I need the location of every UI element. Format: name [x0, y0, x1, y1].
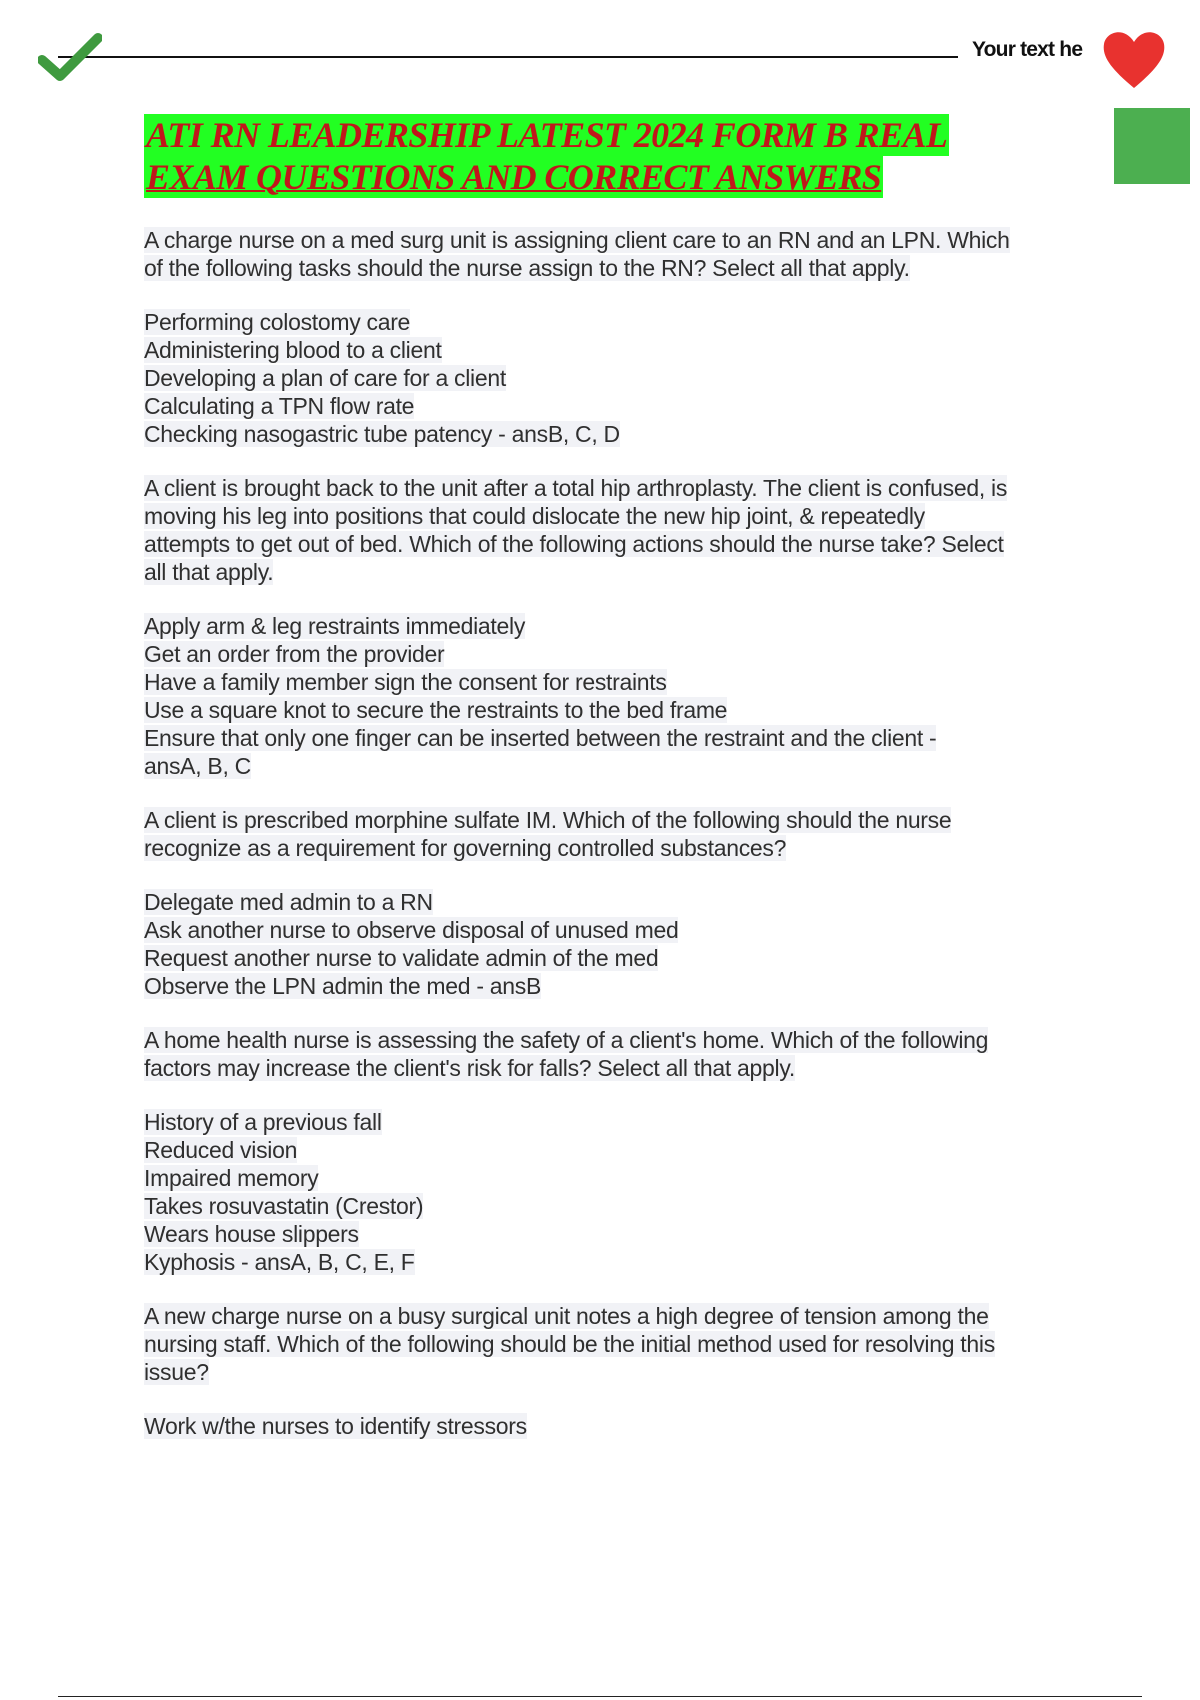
answer-option	[144, 612, 1094, 640]
header-text: Your text he	[972, 38, 1083, 61]
question-stem	[144, 226, 1094, 282]
answer-option-text: Work w/the nurses to identify stressors	[144, 1413, 527, 1439]
answer-options	[144, 1108, 1094, 1276]
question-stem-text: nursing staff. Which of the following should be the initial method used for resolving this	[144, 1331, 995, 1357]
question-stem	[144, 1026, 1094, 1082]
answer-option	[144, 752, 1094, 780]
answer-option-text: Kyphosis - ansA, B, C, E, F	[144, 1249, 415, 1275]
answer-option-text: Have a family member sign the consent for restraints	[144, 669, 667, 695]
answer-option	[144, 1192, 1094, 1220]
answer-option-text: Takes rosuvastatin (Crestor)	[144, 1193, 424, 1219]
answer-option-text: Developing a plan of care for a client	[144, 365, 506, 391]
answer-option	[144, 972, 1094, 1000]
document-title	[144, 114, 1044, 198]
question-stem-line	[144, 1054, 1094, 1082]
answer-option	[144, 668, 1094, 696]
answer-option	[144, 420, 1094, 448]
question-stem-line	[144, 474, 1094, 502]
answer-option-text: Ask another nurse to observe disposal of unused med	[144, 917, 679, 943]
question-stem-line	[144, 1358, 1094, 1386]
question-stem-text: factors may increase the client's risk for falls? Select all that apply.	[144, 1055, 795, 1081]
answer-option	[144, 1220, 1094, 1248]
answer-option	[144, 364, 1094, 392]
answer-option-text: Get an order from the provider	[144, 641, 445, 667]
answer-options	[144, 1412, 1094, 1440]
question-stem-text: A charge nurse on a med surg unit is assigning client care to an RN and an LPN. Which	[144, 227, 1010, 253]
answer-option	[144, 888, 1094, 916]
question-stem-text: moving his leg into positions that could dislocate the new hip joint, & repeatedly	[144, 503, 925, 529]
question-stem-text: A home health nurse is assessing the safety of a client's home. Which of the following	[144, 1027, 989, 1053]
answer-option-text: Checking nasogastric tube patency - ansB, C, D	[144, 421, 620, 447]
question-stem-text: A new charge nurse on a busy surgical unit notes a high degree of tension among the	[144, 1303, 989, 1329]
answer-option	[144, 944, 1094, 972]
answer-option-text: Wears house slippers	[144, 1221, 359, 1247]
question-stem-text: A client is brought back to the unit after a total hip arthroplasty. The client is confused, is	[144, 475, 1008, 501]
question-stem	[144, 806, 1094, 862]
green-square-decoration	[1114, 108, 1190, 184]
question-list	[144, 226, 1094, 1466]
answer-option	[144, 308, 1094, 336]
answer-option	[144, 1108, 1094, 1136]
question-stem	[144, 474, 1094, 586]
question-stem-line	[144, 226, 1094, 254]
answer-option-text: ansA, B, C	[144, 753, 251, 779]
answer-option-text: Reduced vision	[144, 1137, 298, 1163]
answer-options	[144, 612, 1094, 780]
answer-option-text: History of a previous fall	[144, 1109, 382, 1135]
answer-option-text: Performing colostomy care	[144, 309, 411, 335]
checkmark-icon	[38, 30, 102, 84]
answer-option-text: Calculating a TPN flow rate	[144, 393, 415, 419]
answer-option-text: Ensure that only one finger can be inserted between the restraint and the client -	[144, 725, 937, 751]
header-rule	[58, 56, 958, 58]
question-stem-line	[144, 1026, 1094, 1054]
answer-option-text: Delegate med admin to a RN	[144, 889, 433, 915]
question-stem-text: recognize as a requirement for governing controlled substances?	[144, 835, 787, 861]
question-stem-text: A client is prescribed morphine sulfate IM. Which of the following should the nurse	[144, 807, 952, 833]
title-line-1: ATI RN LEADERSHIP LATEST 2024 FORM B REAL	[146, 115, 948, 155]
question-stem-text: attempts to get out of bed. Which of the following actions should the nurse take? Select	[144, 531, 1004, 557]
answer-option	[144, 724, 1094, 752]
answer-option-text: Use a square knot to secure the restraints to the bed frame	[144, 697, 728, 723]
answer-option	[144, 1412, 1094, 1440]
question-stem-line	[144, 1330, 1094, 1358]
title-line-2: EXAM QUESTIONS AND CORRECT ANSWERS	[146, 157, 882, 197]
answer-option	[144, 1164, 1094, 1192]
answer-option	[144, 1248, 1094, 1276]
answer-option	[144, 696, 1094, 724]
answer-option-text: Administering blood to a client	[144, 337, 442, 363]
question-stem-line	[144, 530, 1094, 558]
heart-icon	[1102, 28, 1166, 90]
answer-option	[144, 1136, 1094, 1164]
answer-option	[144, 640, 1094, 668]
answer-options	[144, 888, 1094, 1000]
question-stem-line	[144, 806, 1094, 834]
answer-option	[144, 336, 1094, 364]
answer-option-text: Request another nurse to validate admin of the med	[144, 945, 659, 971]
question-stem-line	[144, 1302, 1094, 1330]
question-stem-text: issue?	[144, 1359, 209, 1385]
answer-option	[144, 392, 1094, 420]
question-stem-line	[144, 558, 1094, 586]
answer-option-text: Apply arm & leg restraints immediately	[144, 613, 526, 639]
question-stem	[144, 1302, 1094, 1386]
question-stem-text: of the following tasks should the nurse assign to the RN? Select all that apply.	[144, 255, 910, 281]
answer-option-text: Observe the LPN admin the med - ansB	[144, 973, 542, 999]
answer-options	[144, 308, 1094, 448]
question-stem-line	[144, 254, 1094, 282]
question-stem-line	[144, 502, 1094, 530]
question-stem-text: all that apply.	[144, 559, 274, 585]
footer-rule	[58, 1696, 1142, 1697]
answer-option	[144, 916, 1094, 944]
answer-option-text: Impaired memory	[144, 1165, 319, 1191]
question-stem-line	[144, 834, 1094, 862]
